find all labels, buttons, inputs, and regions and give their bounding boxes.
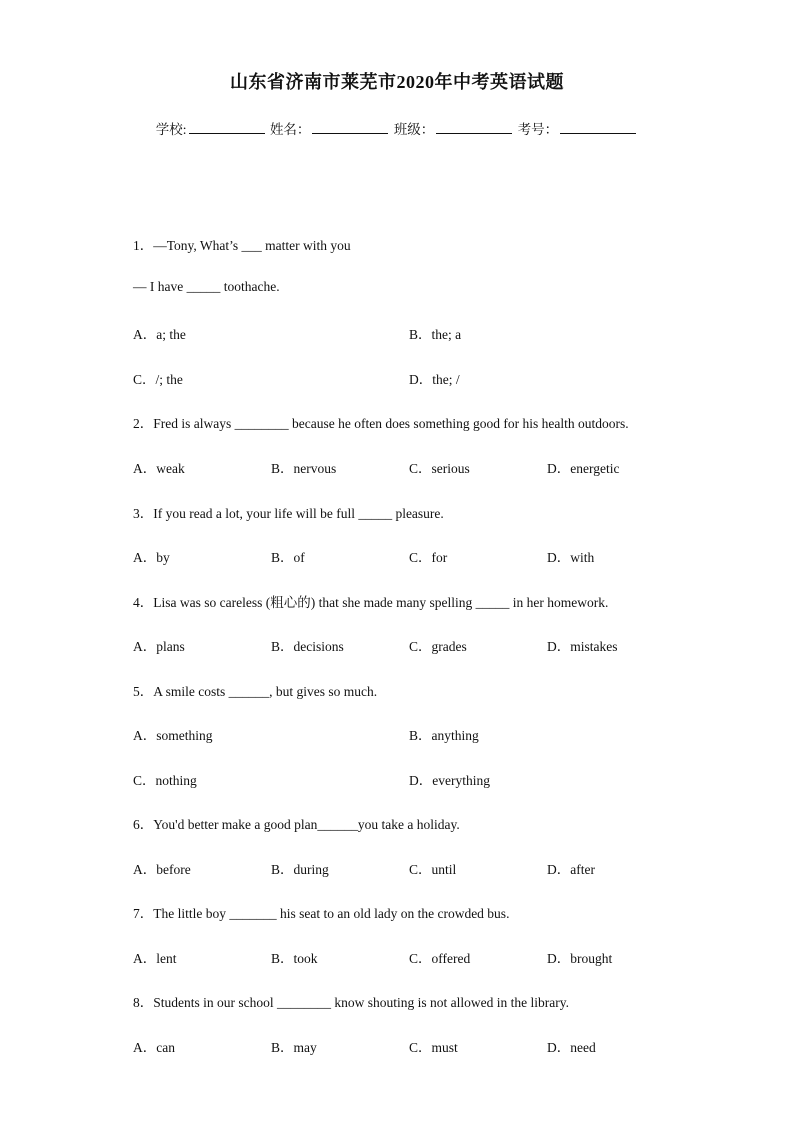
question-1-option-c[interactable]: C．/; the [133,372,183,387]
question-4-option-d[interactable]: D．mistakes [547,639,618,654]
question-6-option-a[interactable]: A．before [133,862,191,877]
question-7-option-a[interactable]: A．lent [133,951,177,966]
question-3-stem: 3．If you read a lot, your life will be full _____ pleasure. [133,506,444,521]
question-8-stem: 8．Students in our school ________ know shouting is not allowed in the library. [133,995,569,1010]
question-2-option-a[interactable]: A．weak [133,461,185,476]
question-5-option-c[interactable]: C．nothing [133,773,197,788]
class-blank[interactable] [436,121,512,134]
question-7-option-b[interactable]: B．took [271,951,318,966]
school-blank[interactable] [189,121,265,134]
question-1-stem-reply: — I have _____ toothache. [133,279,280,294]
question-3-option-c[interactable]: C．for [409,550,448,565]
question-6-option-b[interactable]: B．during [271,862,329,877]
question-3-option-b[interactable]: B．of [271,550,305,565]
question-1-stem: 1．—Tony, What’s ___ matter with you [133,238,351,253]
question-1-option-a[interactable]: A．a; the [133,327,186,342]
school-label: 学校: [155,122,187,137]
question-2-stem: 2．Fred is always ________ because he often does something good for his health outdoors. [133,416,629,431]
class-label: 班级： [393,122,435,137]
question-8-option-a[interactable]: A．can [133,1040,175,1055]
question-8-option-b[interactable]: B．may [271,1040,317,1055]
exam-no-label: 考号： [517,122,559,137]
question-6-option-c[interactable]: C．until [409,862,457,877]
question-2-option-d[interactable]: D．energetic [547,461,620,476]
question-7-option-d[interactable]: D．brought [547,951,613,966]
question-5-option-a[interactable]: A．something [133,728,213,743]
name-label: 姓名： [269,122,311,137]
question-6-stem: 6．You'd better make a good plan______you take a holiday. [133,817,460,832]
question-3-option-d[interactable]: D．with [547,550,595,565]
question-3-option-a[interactable]: A．by [133,550,170,565]
question-2-option-c[interactable]: C．serious [409,461,470,476]
question-4-option-a[interactable]: A．plans [133,639,185,654]
question-5-stem: 5．A smile costs ______, but gives so much. [133,684,378,699]
question-4-option-b[interactable]: B．decisions [271,639,344,654]
name-blank[interactable] [312,121,388,134]
question-8-option-c[interactable]: C．must [409,1040,458,1055]
exam-no-blank[interactable] [560,121,636,134]
question-4-option-c[interactable]: C．grades [409,639,467,654]
question-7-stem: 7．The little boy _______ his seat to an old lady on the crowded bus. [133,906,510,921]
question-5-option-b[interactable]: B．anything [409,728,479,743]
question-8-option-d[interactable]: D．need [547,1040,596,1055]
question-7-option-c[interactable]: C．offered [409,951,471,966]
question-1-option-d[interactable]: D．the; / [409,372,460,387]
question-6-option-d[interactable]: D．after [547,862,595,877]
question-4-stem: 4．Lisa was so careless (粗心的) that she made many spelling _____ in her homework. [133,595,609,610]
question-1-option-b[interactable]: B．the; a [409,327,462,342]
question-5-option-d[interactable]: D．everything [409,773,490,788]
question-2-option-b[interactable]: B．nervous [271,461,337,476]
page-title: 山东省济南市莱芜市2020年中考英语试题 [230,72,564,92]
student-info-line [0,118,794,138]
